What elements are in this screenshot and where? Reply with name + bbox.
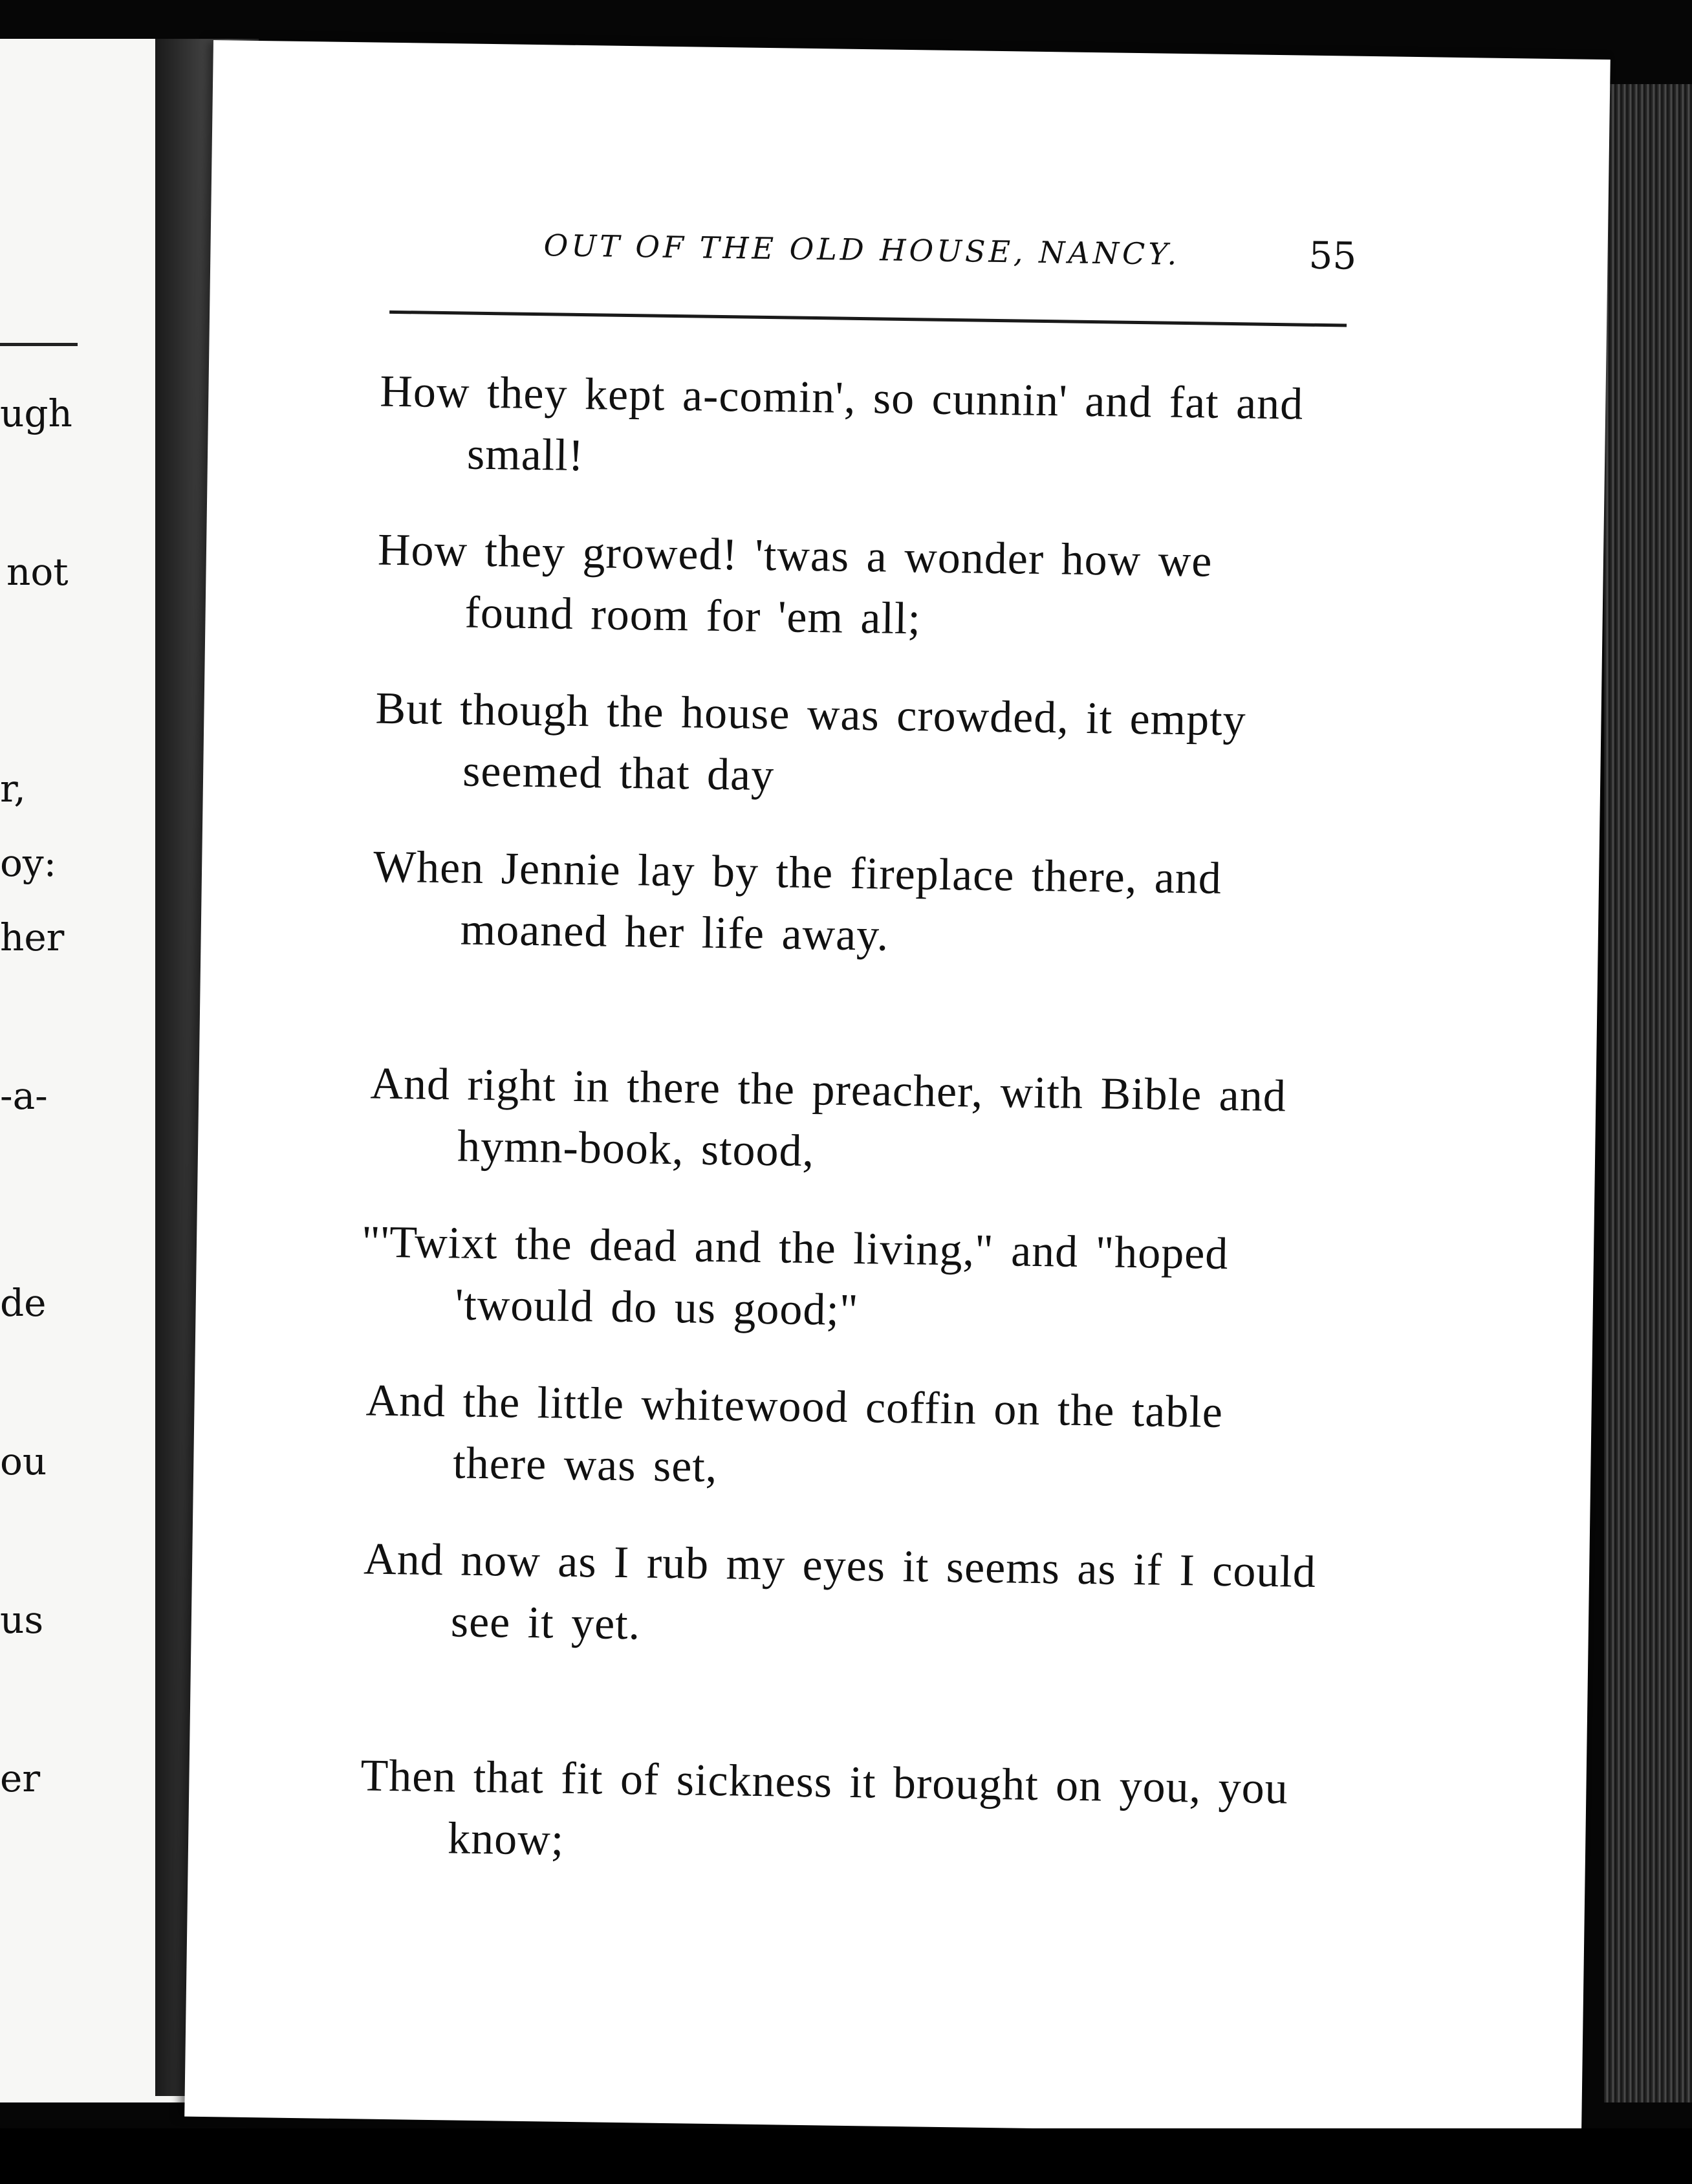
scan-border <box>0 2128 1692 2184</box>
verse-line: How they kept a-comin', so cunnin' and fat and <box>379 366 1304 430</box>
verse-line-continuation: see it yet. <box>450 1597 641 1650</box>
page-number: 55 <box>1308 233 1357 278</box>
verse-line-continuation: hymn-book, stood, <box>457 1121 815 1177</box>
previous-page-fragment: not <box>6 550 69 594</box>
previous-page-fragment: r, <box>0 767 26 811</box>
previous-page-rule <box>0 343 78 346</box>
running-title: OUT OF THE OLD HOUSE, NANCY. <box>543 228 1180 272</box>
verse-line-continuation: 'twould do us good;" <box>455 1280 860 1336</box>
verse-line-continuation: small! <box>466 429 585 481</box>
previous-page-fragment: her <box>0 915 65 959</box>
page-edges <box>1604 84 1692 2102</box>
previous-page-fragment: oy: <box>0 841 57 885</box>
verse-line-continuation: there was set, <box>452 1438 718 1492</box>
previous-page-fragment: us <box>0 1598 44 1642</box>
verse-line: "'Twixt the dead and the living," and "hoped <box>361 1217 1229 1280</box>
header-rule <box>389 311 1347 327</box>
book-page <box>184 40 1611 2136</box>
verse-line: But though the house was crowded, it empty <box>375 683 1247 746</box>
previous-page-fragment: er <box>0 1756 41 1800</box>
verse-line: And now as I rub my eyes it seems as if I could <box>363 1534 1317 1598</box>
verse-line: When Jennie lay by the fireplace there, and <box>373 842 1222 904</box>
verse-line-continuation: moaned her life away. <box>460 904 889 961</box>
verse-line: Then that fit of sickness it brought on you, you <box>360 1751 1289 1814</box>
previous-page-fragment: ou <box>0 1439 47 1483</box>
verse-line-continuation: found room for 'em all; <box>464 587 922 644</box>
verse-line-continuation: know; <box>447 1813 565 1865</box>
verse-line-continuation: seemed that day <box>462 746 775 801</box>
verse-line: And the little whitewood coffin on the table <box>365 1375 1224 1437</box>
previous-page-fragment: de <box>0 1281 47 1325</box>
previous-page-fragment: ugh <box>0 391 72 435</box>
previous-page-fragment: -a- <box>0 1074 48 1118</box>
verse-line: And right in there the preacher, with Bible and <box>369 1058 1287 1122</box>
verse-line: How they growed! 'twas a wonder how we <box>377 525 1213 587</box>
